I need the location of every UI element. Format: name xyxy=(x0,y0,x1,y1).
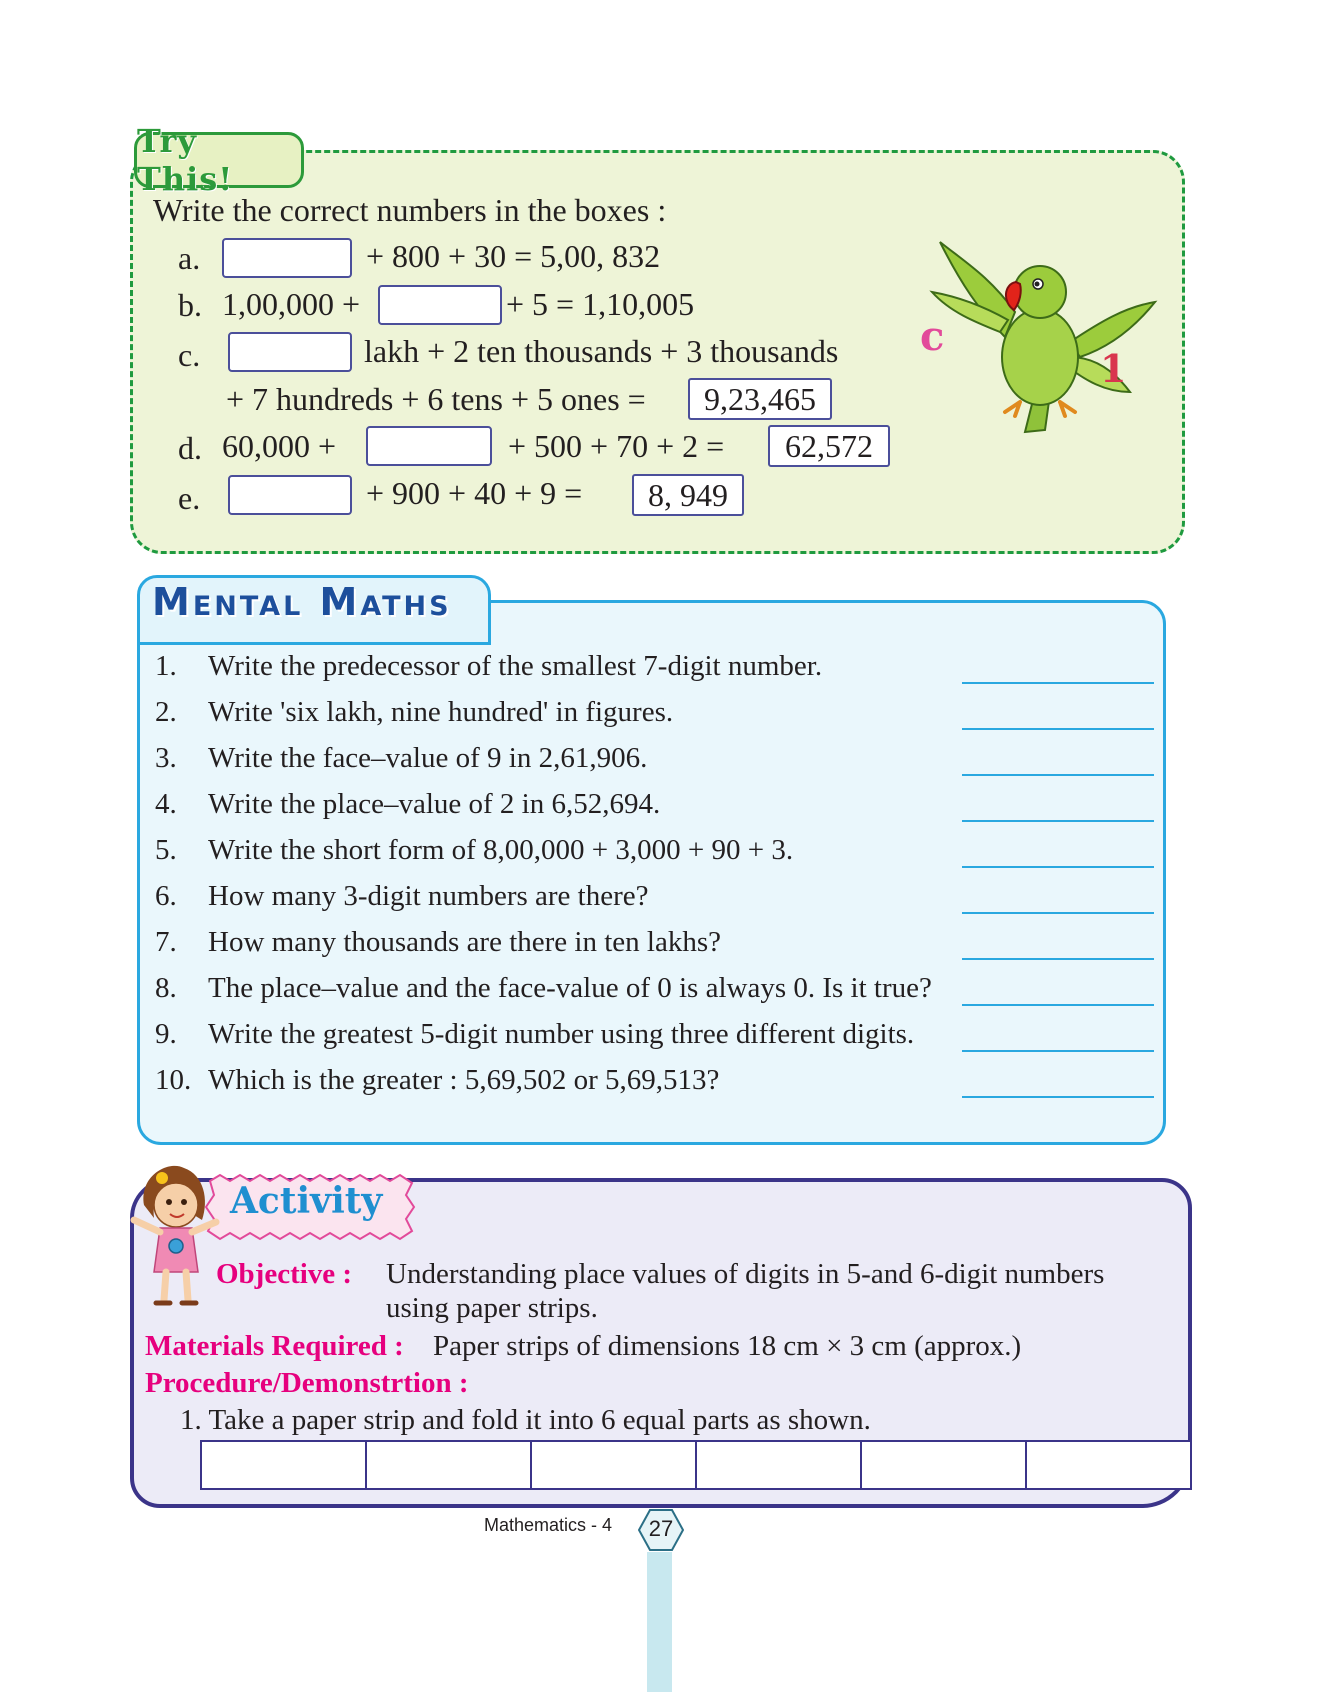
mental-maths-title: Mental Maths xyxy=(152,580,452,624)
item-e-text: + 900 + 40 + 9 = xyxy=(366,475,583,511)
item-d-prefix: 60,000 + xyxy=(222,428,337,464)
question-text: Write the short form of 8,00,000 + 3,000 + 90 + 3. xyxy=(208,834,794,866)
objective-label: Objective : xyxy=(216,1258,353,1290)
objective-text-2: using paper strips. xyxy=(386,1292,598,1324)
materials-label: Materials Required : xyxy=(145,1330,404,1362)
question-number: 7. xyxy=(155,926,177,958)
item-label-c: c. xyxy=(178,337,201,373)
question-number: 3. xyxy=(155,742,177,774)
answer-box-b[interactable] xyxy=(378,285,502,325)
question-text: The place–value and the face-value of 0 is always 0. Is it true? xyxy=(208,972,932,1004)
question-text: How many thousands are there in ten lakhs? xyxy=(208,926,721,958)
svg-text:c: c xyxy=(920,313,945,360)
strip-part xyxy=(697,1442,862,1488)
answer-value-c: 9,23,465 xyxy=(688,378,832,420)
answer-line-2[interactable] xyxy=(962,728,1154,730)
paper-strip xyxy=(200,1440,1192,1490)
answer-line-1[interactable] xyxy=(962,682,1154,684)
answer-line-8[interactable] xyxy=(962,1004,1154,1006)
question-text: Write the greatest 5-digit number using three different digits. xyxy=(208,1018,915,1050)
answer-line-3[interactable] xyxy=(962,774,1154,776)
question-number: 6. xyxy=(155,880,177,912)
answer-line-9[interactable] xyxy=(962,1050,1154,1052)
try-this-title: Try This! xyxy=(134,132,304,188)
answer-line-5[interactable] xyxy=(962,866,1154,868)
procedure-step-1: 1. Take a paper strip and fold it into 6 equal parts as shown. xyxy=(180,1404,871,1436)
strip-part xyxy=(367,1442,532,1488)
question-number: 1. xyxy=(155,650,177,682)
question-text: Write the face–value of 9 in 2,61,906. xyxy=(208,742,648,774)
question-text: Which is the greater : 5,69,502 or 5,69,513? xyxy=(208,1064,720,1096)
question-number: 10. xyxy=(155,1064,192,1096)
page-number: 27 xyxy=(648,1516,674,1541)
question-number: 4. xyxy=(155,788,177,820)
strip-part xyxy=(1027,1442,1190,1488)
girl-illustration xyxy=(124,1160,224,1310)
answer-value-e: 8, 949 xyxy=(632,474,744,516)
item-label-d: d. xyxy=(178,430,202,466)
strip-part xyxy=(532,1442,697,1488)
answer-line-10[interactable] xyxy=(962,1096,1154,1098)
question-text: Write the place–value of 2 in 6,52,694. xyxy=(208,788,661,820)
item-c-text: lakh + 2 ten thousands + 3 thousands xyxy=(364,333,839,369)
answer-box-c[interactable] xyxy=(228,332,352,372)
answer-line-4[interactable] xyxy=(962,820,1154,822)
item-b-text: + 5 = 1,10,005 xyxy=(506,286,695,322)
item-a-text: + 800 + 30 = 5,00, 832 xyxy=(366,238,661,274)
question-text: Write the predecessor of the smallest 7-digit number. xyxy=(208,650,823,682)
answer-line-7[interactable] xyxy=(962,958,1154,960)
strip-part xyxy=(862,1442,1027,1488)
svg-text:1: 1 xyxy=(1100,346,1127,391)
answer-box-d[interactable] xyxy=(366,426,492,466)
question-number: 9. xyxy=(155,1018,177,1050)
item-c-line2: + 7 hundreds + 6 tens + 5 ones = xyxy=(226,381,646,417)
question-number: 8. xyxy=(155,972,177,1004)
answer-box-a[interactable] xyxy=(222,238,352,278)
objective-text-1: Understanding place values of digits in 5-and 6-digit numbers xyxy=(386,1258,1105,1290)
materials-text: Paper strips of dimensions 18 cm × 3 cm (approx.) xyxy=(433,1330,1022,1362)
page-tab-stem xyxy=(647,1552,672,1692)
item-label-e: e. xyxy=(178,480,201,516)
question-text: How many 3-digit numbers are there? xyxy=(208,880,649,912)
question-number: 2. xyxy=(155,696,177,728)
parrot-illustration xyxy=(920,232,1160,442)
footer-subject: Mathematics - 4 xyxy=(484,1515,613,1535)
answer-box-e[interactable] xyxy=(228,475,352,515)
question-text: Write 'six lakh, nine hundred' in figures. xyxy=(208,696,674,728)
try-this-instruction: Write the correct numbers in the boxes : xyxy=(153,192,667,228)
item-label-b: b. xyxy=(178,287,202,323)
answer-line-6[interactable] xyxy=(962,912,1154,914)
item-label-a: a. xyxy=(178,240,201,276)
activity-title: Activity xyxy=(230,1180,383,1222)
question-number: 5. xyxy=(155,834,177,866)
item-d-text: + 500 + 70 + 2 = xyxy=(508,428,725,464)
procedure-label: Procedure/Demonstrtion : xyxy=(145,1367,469,1399)
strip-part xyxy=(202,1442,367,1488)
answer-value-d: 62,572 xyxy=(768,425,890,467)
item-b-prefix: 1,00,000 + xyxy=(222,286,361,322)
